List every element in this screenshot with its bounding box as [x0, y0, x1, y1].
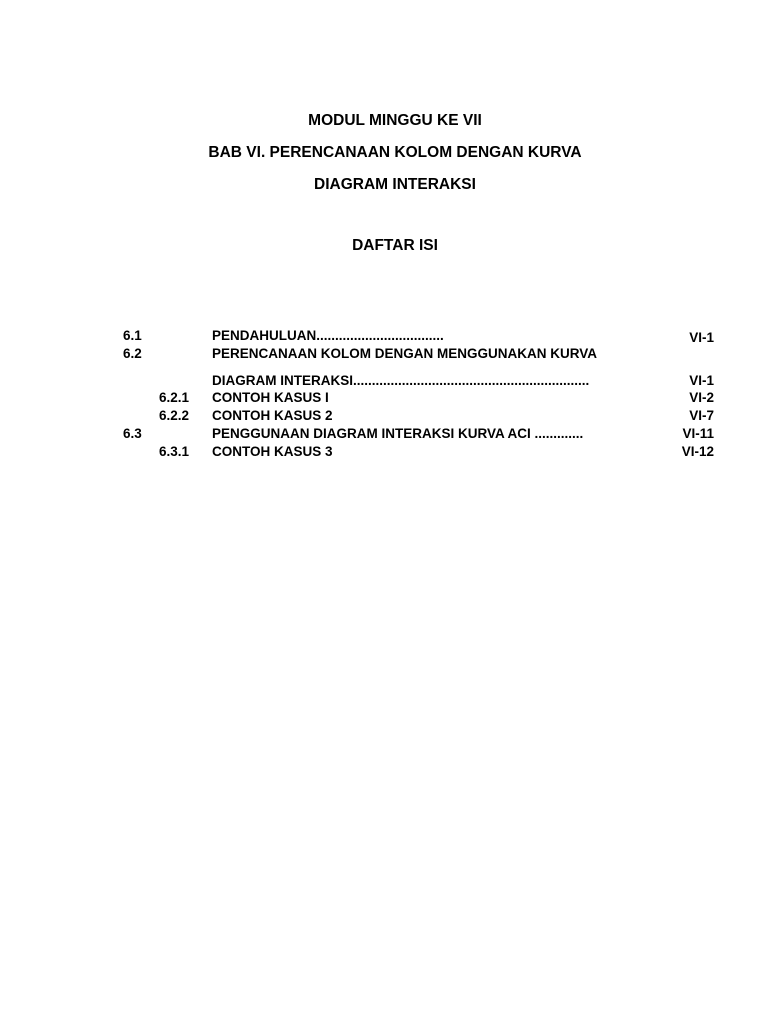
toc-entry-title: DIAGRAM INTERAKSI............................................................... — [212, 373, 590, 388]
toc-heading: DAFTAR ISI — [352, 237, 438, 254]
toc-entry — [0, 389, 768, 407]
chapter-subtitle: DIAGRAM INTERAKSI — [314, 176, 476, 193]
toc-entry-number: 6.1 — [123, 328, 142, 343]
toc-entry — [0, 407, 768, 425]
toc-entry-number: 6.3.1 — [159, 444, 190, 459]
toc-entry-number: 6.2.1 — [159, 390, 190, 405]
toc-entry — [0, 443, 768, 461]
toc-entry — [0, 425, 768, 443]
toc-entry-page: VI-11 — [682, 426, 714, 441]
toc-entry-page: VI-2 — [689, 390, 714, 405]
toc-entry-page: VI-1 — [689, 330, 714, 345]
toc-entry — [0, 327, 768, 345]
toc-entry-title: PENGGUNAAN DIAGRAM INTERAKSI KURVA ACI ............. — [212, 426, 584, 441]
toc-entry-number: 6.2.2 — [159, 408, 190, 423]
toc-entry-title: PENDAHULUAN.................................. — [212, 328, 444, 343]
toc-entry-page: VI-12 — [681, 444, 714, 459]
toc-entry-title: PERENCANAAN KOLOM DENGAN MENGGUNAKAN KURVA — [212, 346, 598, 361]
toc-entry-number: 6.2 — [123, 346, 142, 361]
toc-entry-page: VI-7 — [689, 408, 714, 423]
toc-entry-title: CONTOH KASUS I — [212, 390, 329, 405]
toc-entry-title: CONTOH KASUS 3 — [212, 444, 333, 459]
chapter-title: BAB VI. PERENCANAAN KOLOM DENGAN KURVA — [208, 144, 582, 161]
toc-entry-page: VI-1 — [689, 373, 714, 388]
toc-entry — [0, 345, 768, 363]
toc-entry-title: CONTOH KASUS 2 — [212, 408, 333, 423]
document-title: MODUL MINGGU KE VII — [308, 112, 482, 129]
toc-entry — [0, 372, 768, 390]
toc-entry-number: 6.3 — [123, 426, 142, 441]
